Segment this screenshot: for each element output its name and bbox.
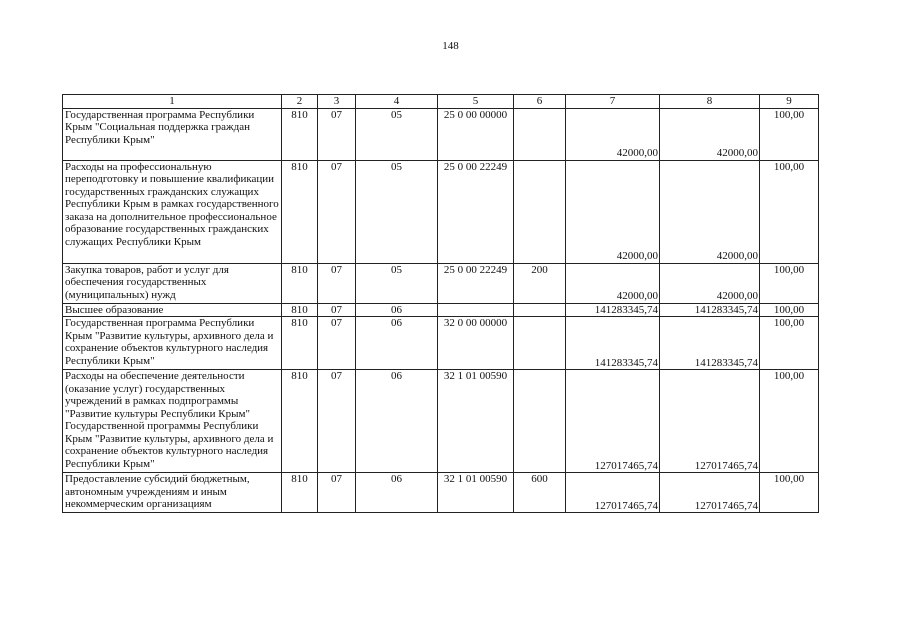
cell-c5: 25 0 00 00000 <box>438 108 514 160</box>
cell-c6 <box>514 317 566 370</box>
table-row <box>63 263 819 303</box>
column-number-row <box>63 95 819 109</box>
cell-c8: 42000,00 <box>660 160 760 263</box>
table-row <box>63 370 819 473</box>
cell-c7: 42000,00 <box>566 108 660 160</box>
cell-c4: 06 <box>356 303 438 317</box>
cell-c2: 810 <box>282 317 318 370</box>
cell-c2: 810 <box>282 160 318 263</box>
cell-c3: 07 <box>318 263 356 303</box>
cell-c6 <box>514 108 566 160</box>
column-number: 4 <box>356 95 438 109</box>
cell-c3: 07 <box>318 370 356 473</box>
table-row <box>63 473 819 513</box>
page-number: 148 <box>442 40 459 52</box>
cell-c4: 06 <box>356 473 438 513</box>
cell-c8: 127017465,74 <box>660 473 760 513</box>
cell-c8: 141283345,74 <box>660 303 760 317</box>
cell-c2: 810 <box>282 370 318 473</box>
cell-c8: 141283345,74 <box>660 317 760 370</box>
cell-c7: 141283345,74 <box>566 303 660 317</box>
cell-c5: 25 0 00 22249 <box>438 160 514 263</box>
cell-c7: 127017465,74 <box>566 370 660 473</box>
column-number: 2 <box>282 95 318 109</box>
cell-c6: 200 <box>514 263 566 303</box>
cell-c4: 05 <box>356 160 438 263</box>
cell-c3: 07 <box>318 317 356 370</box>
cell-c5: 25 0 00 22249 <box>438 263 514 303</box>
table-row <box>63 108 819 160</box>
cell-c5: 32 0 00 00000 <box>438 317 514 370</box>
cell-c6 <box>514 303 566 317</box>
column-number: 1 <box>63 95 282 109</box>
cell-c9: 100,00 <box>760 303 819 317</box>
cell-c2: 810 <box>282 303 318 317</box>
cell-c7: 42000,00 <box>566 160 660 263</box>
table-row <box>63 317 819 370</box>
cell-c7: 141283345,74 <box>566 317 660 370</box>
cell-c8: 127017465,74 <box>660 370 760 473</box>
column-number: 5 <box>438 95 514 109</box>
cell-c6 <box>514 160 566 263</box>
column-number: 7 <box>566 95 660 109</box>
cell-c9: 100,00 <box>760 108 819 160</box>
table-row <box>63 303 819 317</box>
cell-c9: 100,00 <box>760 370 819 473</box>
row-name: Государственная программа Республики Крым "Развитие культуры, архивного дела и сохранение объектов культурного наследия Республики Крым" <box>63 317 282 370</box>
cell-c9: 100,00 <box>760 263 819 303</box>
cell-c6 <box>514 370 566 473</box>
cell-c2: 810 <box>282 473 318 513</box>
cell-c4: 05 <box>356 108 438 160</box>
column-number: 6 <box>514 95 566 109</box>
cell-c3: 07 <box>318 108 356 160</box>
column-number: 3 <box>318 95 356 109</box>
budget-table <box>62 94 819 513</box>
cell-c9: 100,00 <box>760 473 819 513</box>
cell-c8: 42000,00 <box>660 263 760 303</box>
table-row <box>63 160 819 263</box>
column-number: 9 <box>760 95 819 109</box>
cell-c2: 810 <box>282 263 318 303</box>
cell-c3: 07 <box>318 160 356 263</box>
row-name: Предоставление субсидий бюджетным, автономным учреждениям и иным некоммерческим организациям <box>63 473 282 513</box>
row-name: Расходы на обеспечение деятельности (оказание услуг) государственных учреждений в рамках подпрограммы "Развитие культуры Республики Крым" Государственной программы Республики Крым "Развитие культуры, архивного дела и сохранение объектов культурного наследия Республики Крым" <box>63 370 282 473</box>
row-name: Высшее образование <box>63 303 282 317</box>
cell-c3: 07 <box>318 303 356 317</box>
cell-c9: 100,00 <box>760 160 819 263</box>
cell-c4: 06 <box>356 370 438 473</box>
column-number: 8 <box>660 95 760 109</box>
cell-c2: 810 <box>282 108 318 160</box>
row-name: Закупка товаров, работ и услуг для обеспечения государственных (муниципальных) нужд <box>63 263 282 303</box>
cell-c4: 06 <box>356 317 438 370</box>
cell-c5 <box>438 303 514 317</box>
cell-c8: 42000,00 <box>660 108 760 160</box>
cell-c3: 07 <box>318 473 356 513</box>
cell-c5: 32 1 01 00590 <box>438 473 514 513</box>
cell-c4: 05 <box>356 263 438 303</box>
cell-c7: 42000,00 <box>566 263 660 303</box>
cell-c7: 127017465,74 <box>566 473 660 513</box>
cell-c9: 100,00 <box>760 317 819 370</box>
cell-c5: 32 1 01 00590 <box>438 370 514 473</box>
row-name: Государственная программа Республики Крым "Социальная поддержка граждан Республики Крым" <box>63 108 282 160</box>
row-name: Расходы на профессиональную переподготовку и повышение квалификации государственных гражданских служащих Республики Крым в рамках государственного заказа на дополнительное профессиональное образование государственных гражданских служащих Республики Крым <box>63 160 282 263</box>
cell-c6: 600 <box>514 473 566 513</box>
